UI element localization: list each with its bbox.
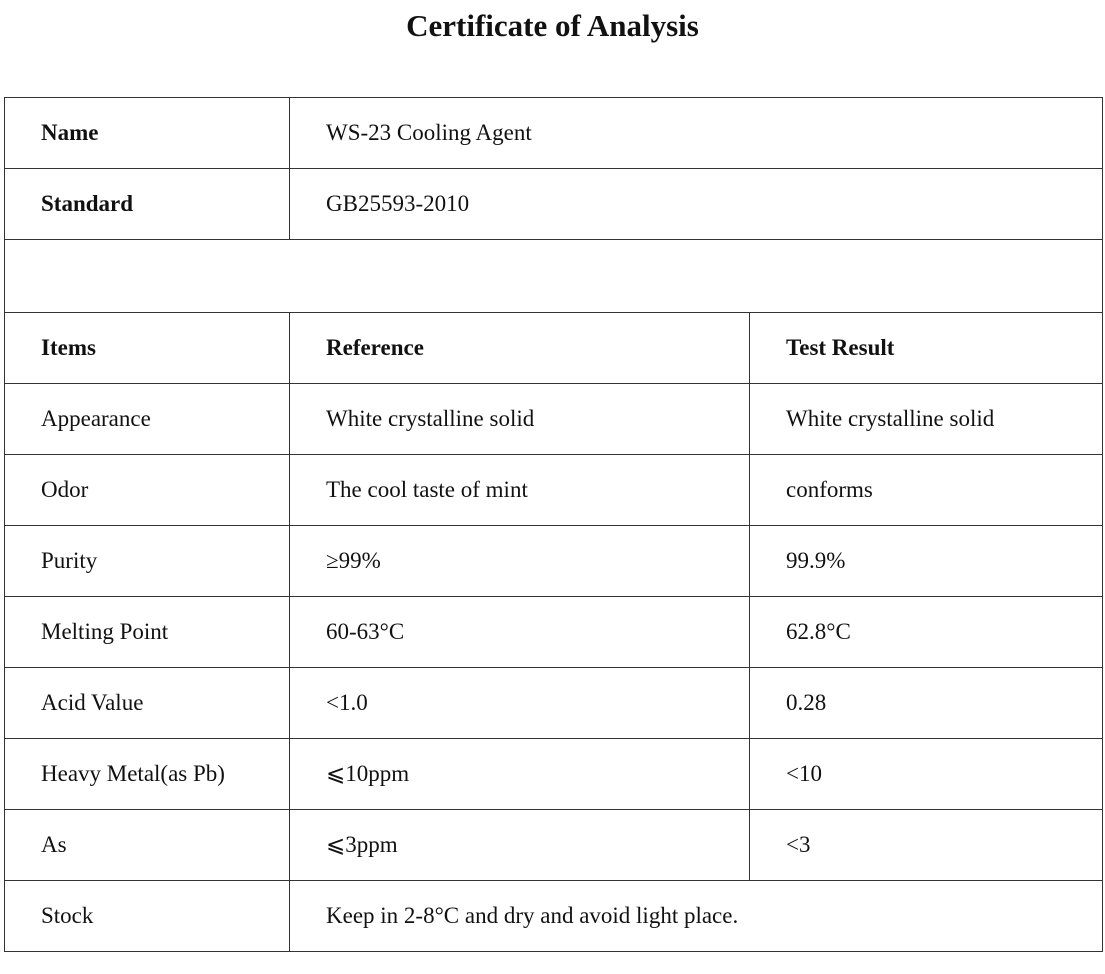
- table-row: [5, 526, 1103, 597]
- row-item: Odor: [5, 455, 290, 526]
- standard-value: GB25593-2010: [290, 169, 1103, 240]
- spacer-row: [5, 240, 1103, 313]
- row-item: Purity: [5, 526, 290, 597]
- name-value: WS-23 Cooling Agent: [290, 98, 1103, 169]
- row-item: Melting Point: [5, 597, 290, 668]
- row-item: As: [5, 810, 290, 881]
- name-row: [5, 98, 1103, 169]
- row-item: Acid Value: [5, 668, 290, 739]
- row-item: Heavy Metal(as Pb): [5, 739, 290, 810]
- row-reference: The cool taste of mint: [290, 455, 750, 526]
- table-row: [5, 455, 1103, 526]
- header-row: [5, 313, 1103, 384]
- row-reference: 60-63°C: [290, 597, 750, 668]
- header-reference: Reference: [290, 313, 750, 384]
- row-result: 62.8°C: [750, 597, 1103, 668]
- table-row: [5, 384, 1103, 455]
- row-reference: ⩽3ppm: [290, 810, 750, 881]
- row-result: White crystalline solid: [750, 384, 1103, 455]
- header-items: Items: [5, 313, 290, 384]
- analysis-table: [4, 97, 1103, 952]
- stock-row: [5, 881, 1103, 952]
- row-result: <10: [750, 739, 1103, 810]
- row-result: 99.9%: [750, 526, 1103, 597]
- row-result: 0.28: [750, 668, 1103, 739]
- spacer-cell: [5, 240, 1103, 313]
- row-reference: ⩽10ppm: [290, 739, 750, 810]
- standard-label: Standard: [5, 169, 290, 240]
- table-row: [5, 810, 1103, 881]
- row-result: conforms: [750, 455, 1103, 526]
- row-item: Appearance: [5, 384, 290, 455]
- stock-label: Stock: [5, 881, 290, 952]
- page-title: Certificate of Analysis: [406, 8, 699, 43]
- table-row: [5, 739, 1103, 810]
- stock-value: Keep in 2-8°C and dry and avoid light place.: [290, 881, 1103, 952]
- table-row: [5, 668, 1103, 739]
- row-reference: White crystalline solid: [290, 384, 750, 455]
- row-reference: ≥99%: [290, 526, 750, 597]
- table-row: [5, 597, 1103, 668]
- header-test-result: Test Result: [750, 313, 1103, 384]
- standard-row: [5, 169, 1103, 240]
- name-label: Name: [5, 98, 290, 169]
- row-result: <3: [750, 810, 1103, 881]
- row-reference: <1.0: [290, 668, 750, 739]
